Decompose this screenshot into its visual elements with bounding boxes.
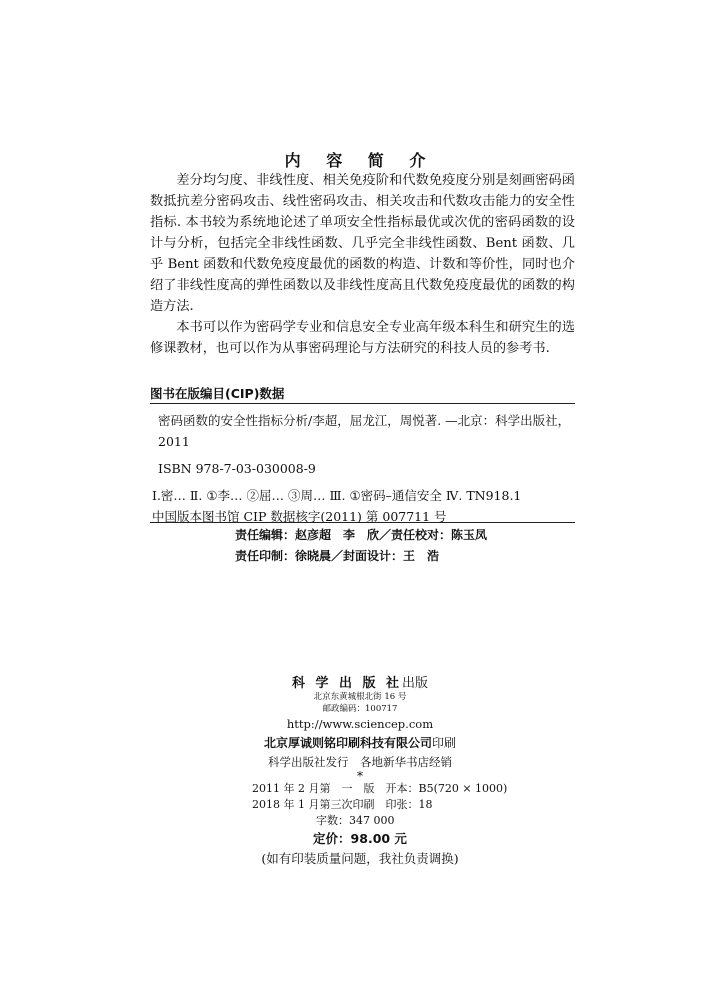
quality-note: (如有印装质量问题，我社负责调换): [261, 851, 459, 866]
cip-record-number: 中国版本图书馆 CIP 数据核字(2011) 第 007711 号: [152, 509, 447, 524]
publisher-name: 科 学 出 版 社: [291, 676, 403, 691]
edition-line-1: 2011 年 2 月第 一 版 开本：B5(720 × 1000): [252, 782, 508, 795]
cip-heading: 图书在版编目(CIP)数据: [150, 386, 285, 401]
editor-row-1: 责任编辑：赵彦超 李 欣／责任校对：陈玉凤: [235, 528, 488, 542]
printer-suffix: 印刷: [432, 736, 457, 750]
publisher-suffix: 出版: [402, 676, 429, 691]
summary-paragraph-1: 差分均匀度、非线性度、相关免疫阶和代数免疫度分别是刻画密码函数抵抗差分密码攻击、线性密码攻击、相关攻击和代数攻击能力的安全性指标. 本书较为系统地论述了单项安全性指标最优或次优的密码函数的设计与分析，包括完全非线性函数、几乎完全非线性函数、Bent 函数、几乎 Bent 函数和代数免疫度最优的函数的构造、计数和等价性，同时也介绍了非线性度高的弹性函数以及非线性度高且代数免疫度最优的函数的构造方法.: [150, 173, 575, 314]
cip-top-rule: [150, 403, 575, 404]
publisher-line: [200, 672, 520, 691]
separator-star: *: [357, 769, 363, 783]
summary-paragraph-2: 本书可以作为密码学专业和信息安全专业高年级本科生和研究生的选修课教材，也可以作为从事密码理论与方法研究的科技人员的参考书.: [150, 320, 575, 356]
content-summary: [150, 170, 575, 359]
price-line: 定价：98.00 元: [313, 831, 407, 846]
cip-title-line: 密码函数的安全性指标分析/李超，屈龙江，周悦著. —北京：科学出版社，2011: [158, 413, 571, 449]
printer-name: 北京厚诚则铭印刷科技有限公司: [263, 736, 432, 750]
edition-line-3: 字数：347 000: [316, 814, 395, 827]
cip-isbn: ISBN 978-7-03-030008-9: [158, 461, 316, 476]
publication-info: [200, 672, 520, 869]
edition-line-2: 2018 年 1 月第三次印刷 印张：18: [252, 798, 433, 811]
editor-credits: [235, 525, 575, 567]
distribution-line: 科学出版社发行 各地新华书店经销: [268, 755, 452, 769]
publisher-postcode: 邮政编码：100717: [322, 704, 398, 714]
printer-line: [200, 733, 520, 753]
cip-block: [150, 410, 575, 527]
publisher-address: 北京东黄城根北街 16 号: [313, 692, 407, 702]
editor-row-2: 责任印制：徐晓晨／封面设计：王 浩: [235, 549, 440, 563]
publisher-url: http://www.sciencep.com: [286, 717, 434, 731]
page-title: 内 容 简 介: [284, 151, 436, 170]
cip-classification: Ⅰ.密… Ⅱ. ①李… ②屈… ③周… Ⅲ. ①密码–通信安全 Ⅳ. TN918.1: [152, 488, 522, 503]
cip-bottom-rule: [150, 522, 575, 523]
